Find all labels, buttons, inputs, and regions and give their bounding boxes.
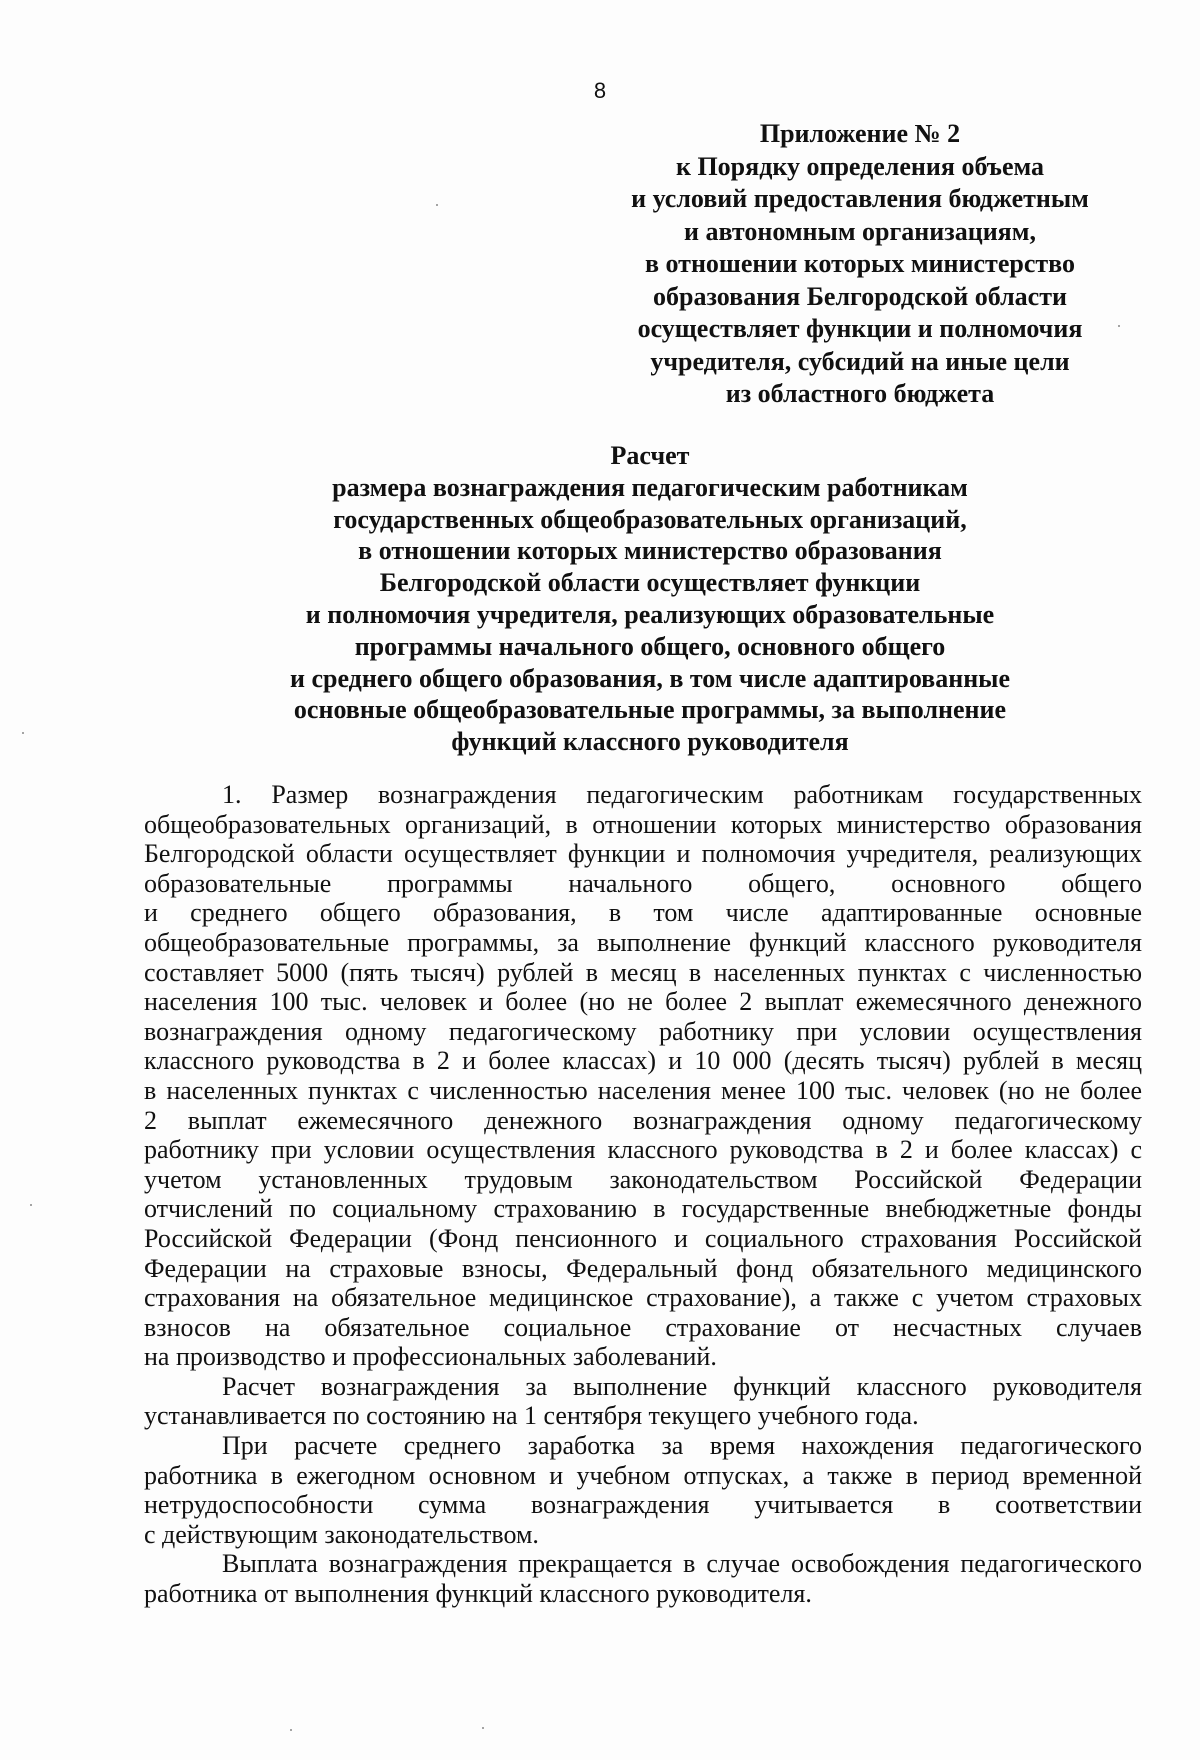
title-line: функций классного руководителя (451, 727, 849, 757)
text-line: работнику при условии осуществления классного руководства в 2 и более классах) с (144, 1135, 1142, 1165)
paragraph-4 (144, 1549, 1142, 1608)
text-line: общеобразовательные программы, за выполнение функций классного руководителя (144, 927, 1142, 957)
text-line: вознаграждения одному педагогическому работнику при условии осуществления (144, 1016, 1142, 1046)
title-line: в отношении которых министерство образования (358, 536, 942, 566)
title-heading: Расчет (610, 441, 690, 470)
text-line: работника в ежегодном основном и учебном отпусках, а также в период временной (144, 1460, 1142, 1490)
scan-speck (1118, 325, 1120, 327)
appendix-line: осуществляет функции и полномочия (637, 314, 1083, 343)
text-line: населения 100 тыс. человек и более (но не более 2 выплат ежемесячного денежного (144, 987, 1142, 1017)
text-line: 2 выплат ежемесячного денежного вознаграждения одному педагогическому (144, 1105, 1142, 1135)
document-title (200, 440, 1100, 758)
text-line: в населенных пунктах с численностью населения менее 100 тыс. человек (но не более (144, 1075, 1142, 1105)
text-line: отчислений по социальному страхованию в государственные внебюджетные фонды (144, 1194, 1142, 1224)
appendix-header (620, 118, 1100, 411)
text-line: классного руководства в 2 и более классах) и 10 000 (десять тысяч) рублей в месяц (144, 1046, 1142, 1076)
text-line: Федерации на страховые взносы, Федеральный фонд обязательного медицинского (144, 1253, 1142, 1283)
appendix-line: учредителя, субсидий на иные цели (650, 346, 1070, 376)
text-line: нетрудоспособности сумма вознаграждения учитывается в соответствии (144, 1490, 1142, 1520)
text-line: Российской Федерации (Фонд пенсионного и социального страхования Российской (144, 1223, 1142, 1253)
appendix-line: и автономным организациям, (684, 216, 1036, 246)
text-line: учетом установленных трудовым законодательством Российской Федерации (144, 1164, 1142, 1194)
scan-speck (436, 204, 438, 206)
title-line: Белгородской области осуществляет функции (379, 568, 921, 598)
text-line: 1. Размер вознаграждения педагогическим работникам государственных (222, 780, 1142, 809)
text-line: и среднего общего образования, в том числе адаптированные основные (144, 898, 1142, 928)
title-line: и среднего общего образования, в том числе адаптированные (289, 663, 1011, 693)
text-line: взносов на обязательное социальное страхование от несчастных случаев (144, 1312, 1142, 1342)
text-line: Выплата вознаграждения прекращается в случае освобождения педагогического (222, 1549, 1142, 1579)
text-line: работника от выполнения функций классного руководителя. (144, 1579, 812, 1609)
scan-speck (22, 732, 24, 734)
appendix-line: и условий предоставления бюджетным (631, 184, 1089, 213)
text-line: с действующим законодательством. (144, 1519, 539, 1549)
text-line: Белгородской области осуществляет функции и полномочия учредителя, реализующих (144, 839, 1142, 869)
scan-speck (290, 1729, 292, 1731)
appendix-line: в отношении которых министерство (644, 249, 1075, 278)
scan-speck (482, 1727, 484, 1729)
text-line: на производство и профессиональных заболеваний. (144, 1342, 717, 1372)
appendix-line: из областного бюджета (725, 379, 995, 408)
text-line: При расчете среднего заработка за время нахождения педагогического (222, 1431, 1142, 1461)
paragraph-1 (144, 780, 1142, 1372)
appendix-line: к Порядку определения объема (675, 151, 1045, 181)
text-line: устанавливается по состоянию на 1 сентября текущего учебного года. (144, 1401, 919, 1431)
appendix-line: образования Белгородской области (653, 281, 1067, 311)
paragraph-2 (144, 1372, 1142, 1431)
text-line: Расчет вознаграждения за выполнение функций классного руководителя (222, 1371, 1142, 1401)
text-line: страхования на обязательное медицинское страхование), а также с учетом страховых (144, 1283, 1142, 1313)
scan-speck (30, 1204, 32, 1206)
text-line: составляет 5000 (пять тысяч) рублей в месяц в населенных пунктах с численностью (144, 957, 1142, 987)
paragraph-3 (144, 1431, 1142, 1549)
title-line: размера вознаграждения педагогическим работникам (332, 472, 968, 502)
text-line: общеобразовательных организаций, в отношении которых министерство образования (144, 809, 1142, 839)
text-line: образовательные программы начального общего, основного общего (144, 868, 1142, 898)
body-text (144, 780, 1142, 1609)
title-line: основные общеобразовательные программы, за выполнение (293, 695, 1007, 725)
title-line: и полномочия учредителя, реализующих образовательные (305, 599, 995, 629)
title-line: государственных общеобразовательных организаций, (333, 504, 967, 534)
title-line: программы начального общего, основного общего (354, 631, 946, 661)
page-number: 8 (593, 78, 607, 103)
appendix-line: Приложение № 2 (759, 119, 961, 148)
